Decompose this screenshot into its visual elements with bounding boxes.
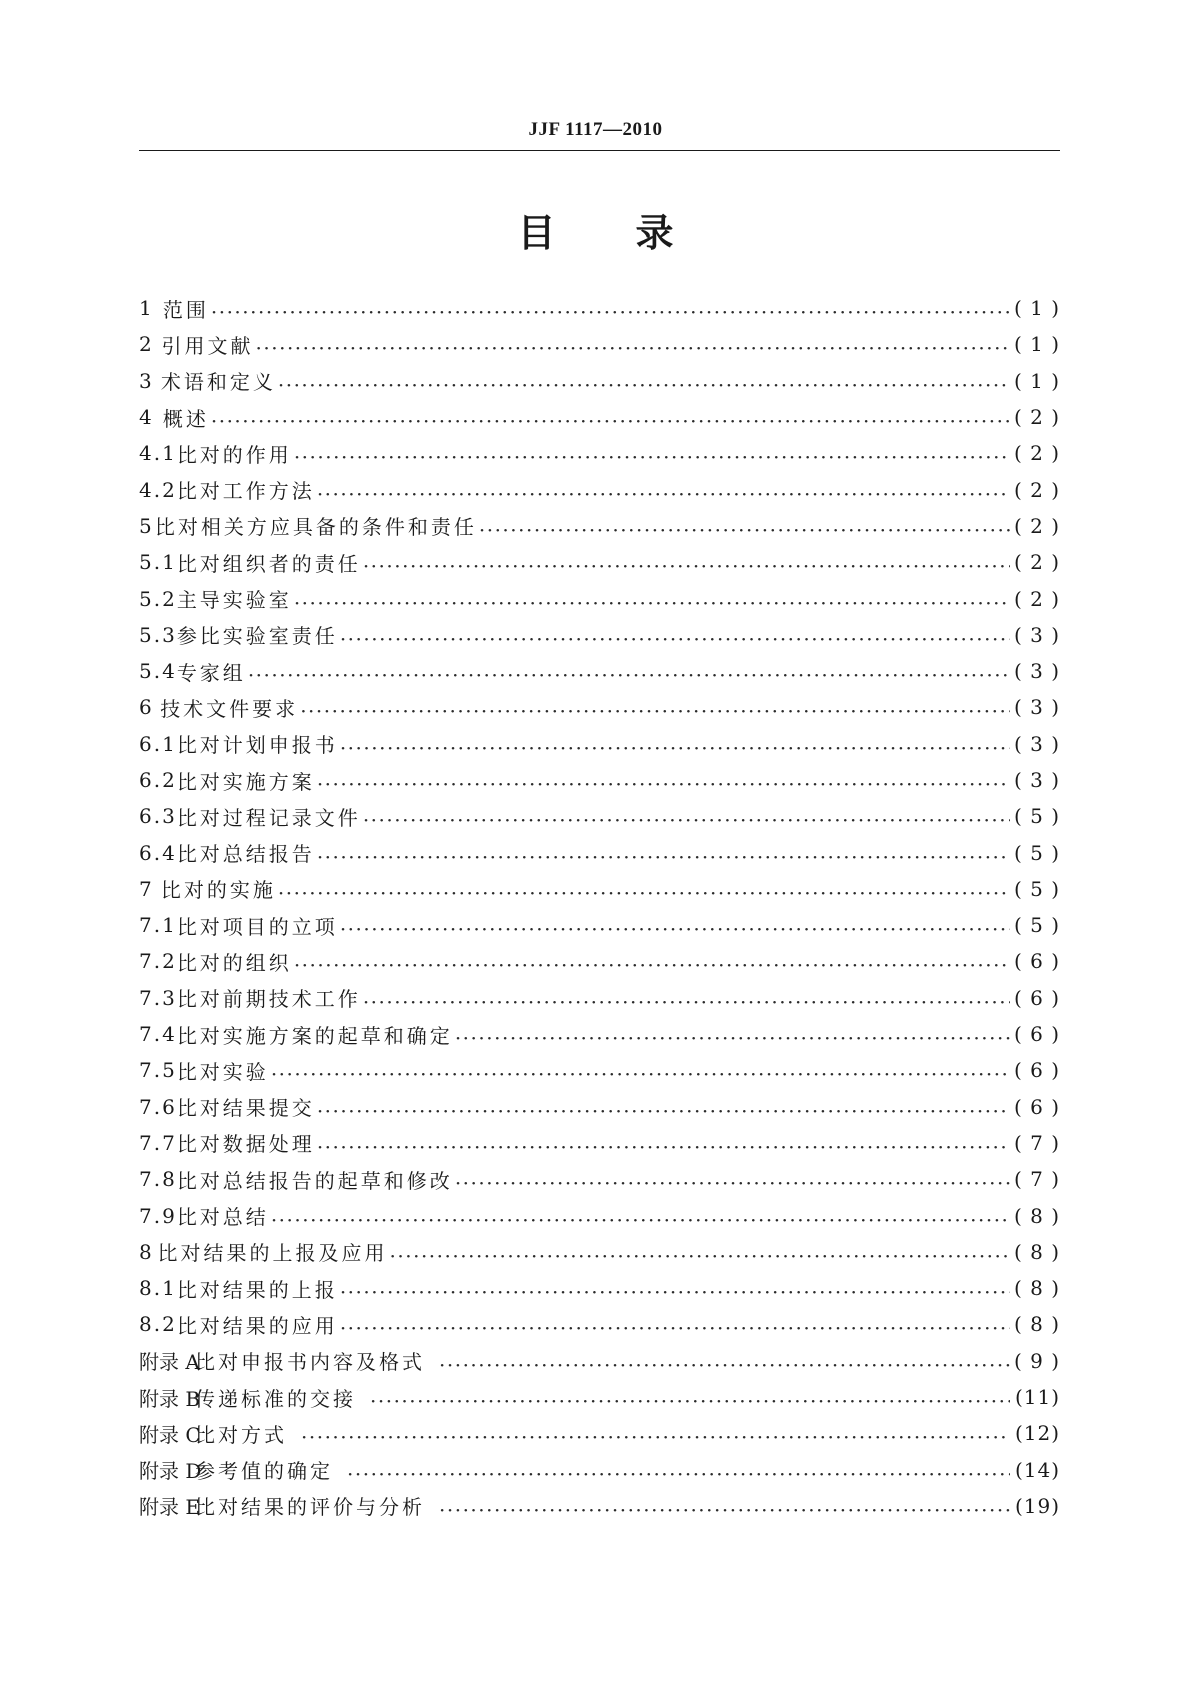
- toc-entry-title: 比对总结报告的起草和修改: [176, 1168, 453, 1193]
- toc-leader-dots: [347, 1462, 1010, 1482]
- toc-entry[interactable]: [139, 980, 1060, 1016]
- toc-entry-number: 4: [139, 405, 154, 430]
- toc-leader-dots: [363, 808, 1010, 828]
- toc-entry-page: ( 2 ): [1014, 441, 1061, 466]
- toc-entry-page: ( 1 ): [1014, 368, 1061, 393]
- toc-leader-dots: [301, 1425, 1010, 1445]
- toc-entry-title: 比对项目的立项: [176, 914, 338, 939]
- toc-leader-dots: [294, 953, 1010, 973]
- toc-entry[interactable]: [139, 1089, 1060, 1125]
- toc-leader-dots: [340, 627, 1010, 647]
- toc-entry[interactable]: [139, 1379, 1060, 1415]
- toc-entry-page: ( 8 ): [1014, 1276, 1061, 1301]
- toc-entry[interactable]: [139, 726, 1060, 762]
- toc-entry-page: ( 5 ): [1014, 913, 1061, 938]
- toc-entry-page: ( 3 ): [1014, 695, 1061, 720]
- toc-entry-number: 6.1: [139, 731, 177, 756]
- toc-entry-title: 比对前期技术工作: [176, 987, 361, 1012]
- toc-entry-title: 概述: [162, 406, 209, 431]
- toc-entry-number: 附录 E: [139, 1495, 200, 1520]
- toc-entry-number: 6.2: [139, 768, 177, 792]
- toc-entry-title: 技术文件要求: [160, 696, 299, 721]
- toc-entry[interactable]: [139, 943, 1060, 979]
- toc-leader-dots: [211, 409, 1010, 429]
- toc-entry[interactable]: [139, 580, 1060, 616]
- toc-entry-page: ( 5 ): [1014, 876, 1061, 901]
- toc-entry-number: 7.5: [139, 1058, 177, 1083]
- toc-entry-title: 参比实验室责任: [176, 624, 338, 649]
- toc-entry-page: ( 3 ): [1014, 731, 1061, 756]
- toc-entry-page: ( 9 ): [1014, 1348, 1061, 1373]
- toc-entry-number: 5.4: [139, 659, 177, 684]
- toc-leader-dots: [340, 917, 1010, 937]
- toc-entry[interactable]: [139, 1343, 1060, 1379]
- toc-entry[interactable]: [139, 907, 1060, 943]
- page-title: [0, 202, 1191, 257]
- toc-leader-dots: [479, 518, 1010, 538]
- toc-leader-dots: [390, 1244, 1010, 1264]
- toc-entry-number: 7: [139, 876, 154, 901]
- toc-entry-page: ( 2 ): [1014, 513, 1061, 538]
- toc-entry-number: 2: [139, 332, 154, 357]
- toc-entry-title: 比对申报书内容及格式: [195, 1350, 425, 1375]
- table-of-contents: [139, 290, 1060, 1524]
- toc-entry-title: 范围: [162, 297, 209, 322]
- toc-entry[interactable]: [139, 762, 1060, 798]
- toc-entry-number: 6: [139, 695, 154, 720]
- toc-entry[interactable]: [139, 653, 1060, 689]
- toc-entry-number: 8: [139, 1239, 154, 1264]
- toc-entry-page: ( 3 ): [1014, 659, 1061, 684]
- toc-entry-number: 6.4: [139, 840, 177, 865]
- toc-entry-page: ( 8 ): [1014, 1312, 1061, 1337]
- toc-entry-title: 比对方式: [195, 1422, 287, 1447]
- toc-entry-page: ( 7 ): [1014, 1167, 1061, 1192]
- toc-entry-number: 3: [139, 368, 154, 393]
- toc-entry-number: 7.6: [139, 1094, 177, 1119]
- toc-entry-number: 附录 A: [139, 1350, 200, 1375]
- toc-entry-number: 8.2: [139, 1312, 177, 1337]
- toc-entry-number: 7.1: [139, 913, 177, 938]
- toc-entry-number: 7.8: [139, 1167, 177, 1192]
- toc-entry[interactable]: [139, 617, 1060, 653]
- toc-entry-title: 比对计划申报书: [176, 733, 338, 758]
- toc-entry-number: 6.3: [139, 804, 177, 829]
- toc-entry-page: (11): [1014, 1385, 1060, 1410]
- toc-leader-dots: [317, 1099, 1010, 1119]
- toc-entry-title: 比对的作用: [176, 442, 292, 467]
- toc-leader-dots: [211, 300, 1010, 320]
- toc-entry-number: 5.1: [139, 550, 177, 575]
- toc-leader-dots: [271, 1208, 1010, 1228]
- toc-entry[interactable]: [139, 1197, 1060, 1233]
- toc-entry-title: 比对结果的上报: [176, 1277, 338, 1302]
- toc-entry[interactable]: [139, 1306, 1060, 1342]
- toc-entry-page: ( 7 ): [1014, 1130, 1061, 1155]
- toc-entry[interactable]: [139, 435, 1060, 471]
- toc-entry-number: 8.1: [139, 1276, 177, 1301]
- toc-leader-dots: [363, 990, 1010, 1010]
- toc-entry-page: ( 2 ): [1014, 405, 1061, 430]
- toc-entry-page: (19): [1014, 1493, 1060, 1518]
- toc-entry[interactable]: [139, 290, 1060, 326]
- toc-leader-dots: [340, 1280, 1010, 1300]
- toc-entry-title: 比对实施方案的起草和确定: [176, 1023, 453, 1048]
- toc-entry-page: ( 1 ): [1014, 296, 1061, 321]
- toc-leader-dots: [340, 1316, 1010, 1336]
- toc-entry-title: 比对实验: [176, 1059, 269, 1084]
- toc-leader-dots: [455, 1026, 1010, 1046]
- toc-entry[interactable]: [139, 1161, 1060, 1197]
- toc-entry[interactable]: [139, 1270, 1060, 1306]
- toc-entry-title: 比对的组织: [176, 950, 292, 975]
- toc-entry[interactable]: [139, 1234, 1060, 1270]
- toc-entry-title: 引用文献: [161, 333, 254, 358]
- toc-leader-dots: [439, 1353, 1010, 1373]
- toc-entry-title: 比对结果的评价与分析: [195, 1495, 425, 1520]
- toc-entry-page: ( 1 ): [1014, 332, 1061, 357]
- toc-leader-dots: [317, 1135, 1010, 1155]
- toc-entry-number: 7.2: [139, 949, 177, 974]
- toc-entry-title: 比对工作方法: [176, 479, 315, 504]
- toc-entry-title: 比对实施方案: [176, 769, 315, 794]
- toc-leader-dots: [455, 1171, 1010, 1191]
- page-title-char-2: 录: [635, 211, 674, 255]
- toc-entry-title: 传递标准的交接: [195, 1386, 356, 1411]
- toc-leader-dots: [317, 772, 1010, 792]
- toc-entry[interactable]: [139, 363, 1060, 399]
- toc-leader-dots: [439, 1498, 1010, 1518]
- toc-entry-number: 7.4: [139, 1022, 177, 1047]
- toc-leader-dots: [271, 1062, 1010, 1082]
- toc-entry-page: ( 2 ): [1014, 550, 1061, 575]
- toc-entry-title: 专家组: [176, 660, 246, 685]
- toc-leader-dots: [370, 1389, 1010, 1409]
- toc-entry-title: 术语和定义: [160, 370, 276, 395]
- toc-entry-number: 附录 D: [139, 1459, 202, 1484]
- toc-entry-title: 比对结果的应用: [176, 1313, 338, 1338]
- toc-leader-dots: [278, 881, 1010, 901]
- header-rule: [139, 150, 1060, 151]
- toc-leader-dots: [363, 554, 1010, 574]
- toc-entry-page: ( 6 ): [1014, 1022, 1061, 1047]
- toc-entry-number: 5.2: [139, 586, 177, 611]
- toc-entry-page: ( 6 ): [1014, 1058, 1061, 1083]
- toc-leader-dots: [294, 591, 1010, 611]
- toc-entry[interactable]: [139, 1452, 1060, 1488]
- toc-entry-title: 比对总结: [176, 1205, 269, 1230]
- toc-entry[interactable]: [139, 326, 1060, 362]
- toc-entry-number: 7.9: [139, 1203, 177, 1228]
- toc-leader-dots: [317, 845, 1010, 865]
- toc-entry-number: 附录 B: [139, 1386, 201, 1411]
- toc-entry-page: ( 5 ): [1014, 840, 1061, 865]
- toc-entry[interactable]: [139, 399, 1060, 435]
- toc-leader-dots: [340, 736, 1010, 756]
- toc-entry-title: 比对结果提交: [176, 1096, 315, 1121]
- toc-entry-number: 7.3: [139, 985, 177, 1010]
- toc-entry-title: 比对的实施: [160, 878, 276, 903]
- toc-entry-page: ( 6 ): [1014, 1094, 1061, 1119]
- toc-entry-title: 比对总结报告: [176, 842, 315, 867]
- toc-entry-number: 4.2: [139, 477, 177, 502]
- toc-entry[interactable]: [139, 798, 1060, 834]
- toc-entry[interactable]: [139, 544, 1060, 580]
- toc-entry-title: 比对数据处理: [176, 1132, 315, 1157]
- toc-entry-title: 比对过程记录文件: [176, 805, 361, 830]
- toc-entry-number: 7.7: [139, 1130, 177, 1155]
- toc-leader-dots: [248, 663, 1010, 683]
- toc-entry-page: ( 2 ): [1014, 586, 1061, 611]
- toc-entry-title: 比对组织者的责任: [176, 551, 361, 576]
- toc-entry-page: ( 3 ): [1014, 622, 1061, 647]
- toc-leader-dots: [278, 373, 1010, 393]
- toc-entry[interactable]: [139, 834, 1060, 870]
- toc-entry-page: ( 5 ): [1014, 804, 1061, 829]
- toc-entry[interactable]: [139, 871, 1060, 907]
- toc-entry[interactable]: [139, 1488, 1060, 1524]
- toc-entry-page: ( 8 ): [1014, 1239, 1061, 1264]
- standard-code: JJF 1117—2010: [528, 119, 663, 140]
- toc-leader-dots: [317, 482, 1010, 502]
- toc-leader-dots: [300, 699, 1010, 719]
- toc-entry-number: 5: [139, 513, 154, 538]
- toc-entry-page: ( 8 ): [1014, 1203, 1061, 1228]
- toc-entry[interactable]: [139, 471, 1060, 507]
- toc-entry-page: ( 6 ): [1014, 949, 1061, 974]
- toc-entry[interactable]: [139, 1415, 1060, 1451]
- toc-entry-page: (12): [1014, 1421, 1060, 1446]
- toc-entry[interactable]: [139, 508, 1060, 544]
- toc-entry-number: 1: [139, 296, 154, 321]
- toc-entry[interactable]: [139, 1052, 1060, 1088]
- toc-entry-number: 附录 C: [139, 1422, 201, 1447]
- toc-entry[interactable]: [139, 689, 1060, 725]
- toc-entry-title: 主导实验室: [176, 588, 292, 613]
- toc-entry-number: 4.1: [139, 441, 177, 466]
- page-title-char-1: 目: [517, 211, 556, 255]
- toc-entry[interactable]: [139, 1016, 1060, 1052]
- toc-entry-number: 5.3: [139, 622, 177, 647]
- toc-entry-title: 比对结果的上报及应用: [157, 1241, 388, 1266]
- toc-entry-page: ( 6 ): [1014, 985, 1061, 1010]
- toc-leader-dots: [256, 336, 1010, 356]
- toc-entry-page: ( 2 ): [1014, 477, 1061, 502]
- toc-entry-page: ( 3 ): [1014, 768, 1061, 792]
- toc-entry[interactable]: [139, 1125, 1060, 1161]
- toc-leader-dots: [294, 445, 1010, 465]
- toc-entry-page: (14): [1014, 1457, 1060, 1482]
- toc-entry-title: 参考值的确定: [195, 1459, 333, 1484]
- toc-entry-title: 比对相关方应具备的条件和责任: [154, 515, 477, 540]
